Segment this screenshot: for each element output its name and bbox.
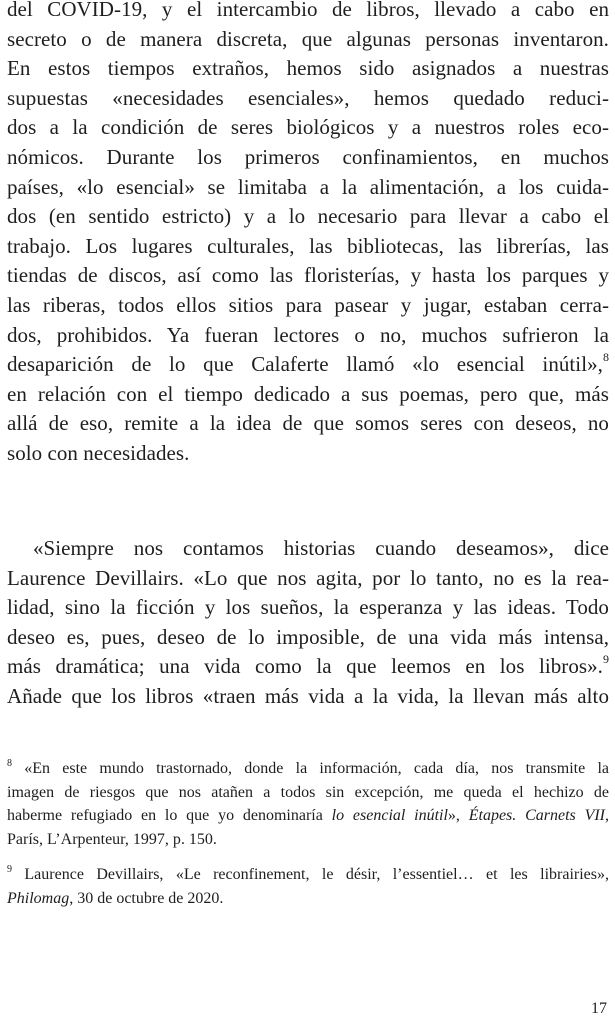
text-segment: Laurence Devillairs, «Le reconfinement, le désir, l’essentiel… et les librairies», <box>24 866 609 883</box>
text-line: trabajo. Los lugares culturales, las bibliotecas, las librerías, las <box>7 233 609 258</box>
text-line: solo con necesidades. <box>7 440 190 465</box>
text-line: en relación con el tiempo dedicado a sus poemas, pero que, más <box>7 381 609 406</box>
page-number: 17 <box>591 1000 607 1017</box>
text-line: En estos tiempos extraños, hemos sido asignados a nuestras <box>7 56 609 81</box>
book-title: Étapes. Carnets VII <box>468 807 605 824</box>
footnote-number: 8 <box>7 757 12 769</box>
footnote-9 <box>7 863 609 910</box>
text-line: «Siempre nos contamos historias cuando deseamos», dice <box>33 536 609 560</box>
text-line: tiendas de discos, así como las floristerías, y hasta los parques y <box>7 263 609 288</box>
text-line: Laurence Devillairs. «Lo que nos agita, por lo tanto, no es la rea- <box>7 565 609 590</box>
text-line: Añade que los libros «traen más vida a la vida, la llevan más alto <box>7 683 609 708</box>
footnote-number: 9 <box>7 863 12 875</box>
text-line: secreto o de manera discreta, que algunas personas inventaron. <box>7 26 609 51</box>
text-line <box>7 652 609 682</box>
text-line: dos (en sentido estricto) y a lo necesario para llevar a cabo el <box>7 204 609 229</box>
footnote-line: imagen de riesgos que nos atañen a todos sin excepción, me queda el hechizo de <box>7 783 609 801</box>
footnote-line <box>7 863 609 887</box>
book-title: lo esencial inútil <box>331 807 448 824</box>
footnote-ref-8[interactable]: 8 <box>602 350 609 365</box>
text-line: países, «lo esencial» se limitaba a la alimentación, a los cuida- <box>7 174 609 199</box>
paragraph-2 <box>7 534 609 712</box>
text-segment: más dramática; una vida como la que leemos en los libros». <box>7 654 603 679</box>
text-segment: «En este mundo trastornado, donde la información, cada día, nos transmite la <box>24 760 610 777</box>
text-segment: desaparición de lo que Calaferte llamó «lo esencial inútil», <box>7 352 603 377</box>
text-segment: , 30 de octubre de 2020. <box>69 889 224 907</box>
text-line: las riberas, todos ellos sitios para pasear y jugar, estaban cerra- <box>7 292 609 317</box>
text-line <box>7 350 609 380</box>
text-line: supuestas «necesidades esenciales», hemos quedado reduci- <box>7 85 609 110</box>
footnote-line <box>7 887 609 911</box>
text-line: deseo es, pues, deseo de lo imposible, de una vida más intensa, <box>7 624 609 649</box>
footnotes <box>7 757 609 910</box>
text-segment: », <box>447 807 469 824</box>
text-segment: , <box>605 807 609 824</box>
text-line: lidad, sino la ficción y los sueños, la esperanza y las ideas. Todo <box>7 595 609 620</box>
footnote-ref-9[interactable]: 9 <box>602 652 609 667</box>
footnote-line <box>7 757 609 781</box>
footnote-8 <box>7 757 609 851</box>
text-line: dos, prohibidos. Ya fueran lectores o no, muchos sufrieron la <box>7 322 609 347</box>
text-segment: haberme refugiado en lo que yo denominaría <box>7 807 332 824</box>
magazine-title: Philomag <box>7 889 70 907</box>
footnote-line <box>7 804 609 828</box>
text-line: allá de eso, remite a la idea de que somos seres con deseos, no <box>7 411 609 436</box>
paragraph-1 <box>7 0 609 469</box>
footnote-line: París, L’Arpenteur, 1997, p. 150. <box>7 830 217 848</box>
text-line: del COVID-19, y el intercambio de libros, llevado a cabo en <box>7 0 609 21</box>
text-line: nómicos. Durante los primeros confinamientos, en muchos <box>7 144 609 169</box>
text-line: dos a la condición de seres biológicos y a nuestros roles eco- <box>7 115 609 140</box>
